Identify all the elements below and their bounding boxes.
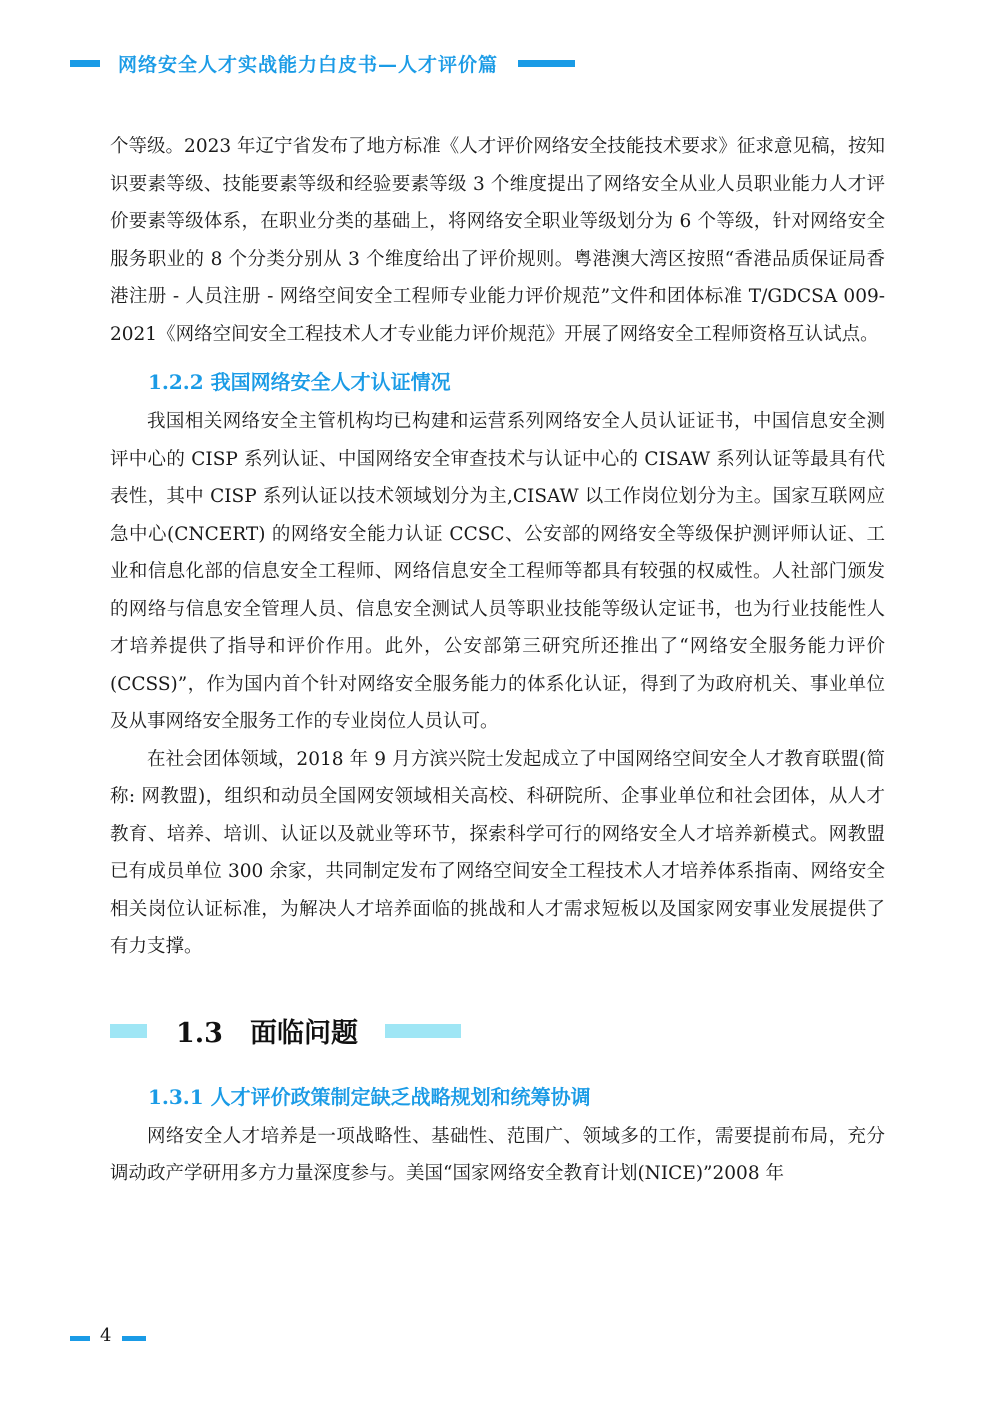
subsection-heading-1-2-2: 1.2.2 我国网络安全人才认证情况 — [148, 370, 451, 394]
header-title: 网络安全人才实战能力白皮书—人才评价篇 — [118, 54, 499, 76]
footer-accent-bar-right — [122, 1336, 146, 1341]
page-number: 4 — [100, 1325, 112, 1346]
subsection-heading-1-3-1: 1.3.1 人才评价政策制定缺乏战略规划和统筹协调 — [148, 1084, 591, 1109]
section-accent-bar-right — [385, 1024, 461, 1038]
section-title: 1.3 面临问题 — [176, 1017, 358, 1049]
header-accent-bar-left — [70, 60, 100, 67]
page-header — [0, 44, 992, 84]
paragraph-policy: 网络安全人才培养是一项战略性、基础性、范围广、领域多的工作，需要提前布局，充分调动政产学研用多方力量深度参与。美国“国家网络安全教育计划(NICE)”2008 年 — [110, 1125, 885, 1184]
paragraph-social-groups: 在社会团体领域，2018 年 9 月方滨兴院士发起成立了中国网络空间安全人才教育联盟(简称: 网教盟)，组织和动员全国网安领域相关高校、科研院所、企事业单位和社会团体，从人才教育、培养、培训、认证以及就业等环节，探索科学可行的网络安全人才培养新模式。网教盟已有成员单位 300 余家，共同制定发布了网络空间安全工程技术人才培养体系指南、网络安全相关岗位认证标准，为解决人才培养面临的挑战和人才需求短板以及国家网安事业发展提供了有力支撑。 — [110, 748, 885, 957]
page-content — [110, 128, 885, 1193]
page-footer — [70, 1325, 270, 1349]
header-accent-bar-right — [518, 60, 575, 67]
footer-accent-bar-left — [70, 1336, 90, 1341]
section-heading-1-3 — [110, 1008, 885, 1062]
paragraph-continued: 个等级。2023 年辽宁省发布了地方标准《人才评价网络安全技能技术要求》征求意见稿，按知识要素等级、技能要素等级和经验要素等级 3 个维度提出了网络安全从业人员职业能力人才评价要素等级体系，在职业分类的基础上，将网络安全职业等级划分为 6 个等级，针对网络安全服务职业的 8 个分类分别从 3 个维度给出了评价规则。粤港澳大湾区按照“香港品质保证局香港注册 - 人员注册 - 网络空间安全工程师专业能力评价规范”文件和团体标准 T/GDCSA 009-2021《网络空间安全工程技术人才专业能力评价规范》开展了网络安全工程师资格互认试点。 — [110, 136, 885, 345]
section-accent-bar-left — [110, 1024, 147, 1038]
paragraph-certification: 我国相关网络安全主管机构均已构建和运营系列网络安全人员认证证书，中国信息安全测评中心的 CISP 系列认证、中国网络安全审查技术与认证中心的 CISAW 系列认证等最具有代表性，其中 CISP 系列认证以技术领域划分为主,CISAW 以工作岗位划分为主。国家互联网应急中心(CNCERT) 的网络安全能力认证 CCSC、公安部的网络安全等级保护测评师认证、工业和信息化部的信息安全工程师、网络信息安全工程师等都具有较强的权威性。人社部门颁发的网络与信息安全管理人员、信息安全测试人员等职业技能等级认定证书，也为行业技能性人才培养提供了指导和评价作用。此外，公安部第三研究所还推出了“网络安全服务能力评价(CCSS)”，作为国内首个针对网络安全服务能力的体系化认证，得到了为政府机关、事业单位及从事网络安全服务工作的专业岗位人员认可。 — [110, 411, 885, 732]
